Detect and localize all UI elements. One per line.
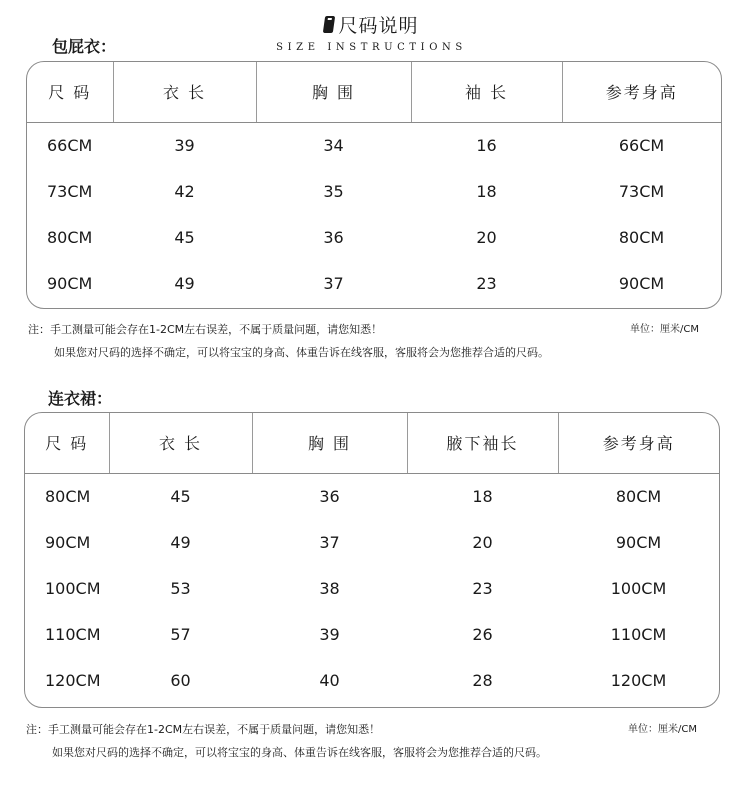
unit-label: 单位：厘米/CM — [628, 724, 697, 735]
column-header: 衣 长 — [113, 62, 256, 122]
table-row — [25, 519, 719, 565]
table-cell: 38 — [319, 578, 340, 598]
table-row — [25, 565, 719, 611]
table-cell: 20 — [476, 227, 497, 247]
size-table-dress — [24, 412, 720, 708]
table-cell: 26 — [472, 624, 493, 644]
table-cell: 120CM — [610, 670, 667, 690]
table-cell: 66CM — [618, 135, 665, 155]
column-header: 腋下袖长 — [407, 413, 558, 473]
table-cell: 23 — [476, 273, 497, 293]
page-title: 尺码说明 — [338, 14, 419, 37]
size-tip: 如果您对尺码的选择不确定，可以将宝宝的身高、体重告诉在线客服，客服将会为您推荐合适的尺码。 — [52, 746, 547, 759]
table-cell: 120CM — [45, 670, 101, 690]
table-header-row — [25, 413, 719, 473]
table-cell: 80CM — [45, 486, 91, 506]
table-cell: 20 — [472, 532, 493, 552]
section-title-bodysuit: 包屁衣： — [52, 37, 117, 56]
table-cell: 16 — [476, 135, 497, 155]
table-cell: 90CM — [618, 273, 665, 293]
column-header: 胸 围 — [256, 62, 411, 122]
section-title-dress: 连衣裙： — [48, 389, 113, 408]
table-row — [25, 657, 719, 703]
unit-label: 单位：厘米/CM — [630, 324, 699, 335]
table-cell: 110CM — [610, 624, 667, 644]
column-header: 尺 码 — [25, 413, 109, 473]
measurement-note: 注：手工测量可能会存在1-2CM左右误差，不属于质量问题，请您知悉！ — [26, 723, 381, 736]
table-cell: 57 — [170, 624, 191, 644]
column-header: 胸 围 — [252, 413, 407, 473]
table-cell: 80CM — [47, 227, 93, 247]
table-cell: 45 — [174, 227, 195, 247]
table-cell: 18 — [476, 181, 497, 201]
table-cell: 60 — [170, 670, 191, 690]
table-cell: 49 — [174, 273, 195, 293]
table-cell: 100CM — [45, 578, 101, 598]
column-header: 尺 码 — [27, 62, 113, 122]
table-cell: 36 — [323, 227, 344, 247]
table-cell: 34 — [323, 135, 344, 155]
table-cell: 37 — [319, 532, 340, 552]
table-cell: 35 — [323, 181, 344, 201]
table-cell: 18 — [472, 486, 493, 506]
table-cell: 90CM — [47, 273, 93, 293]
table-row — [25, 473, 719, 519]
column-header: 袖 长 — [411, 62, 562, 122]
column-header: 参考身高 — [562, 62, 721, 122]
table-cell: 45 — [170, 486, 191, 506]
table-cell: 90CM — [615, 532, 662, 552]
column-header: 衣 长 — [109, 413, 252, 473]
table-cell: 110CM — [45, 624, 101, 644]
table-cell: 36 — [319, 486, 340, 506]
table-cell: 28 — [472, 670, 493, 690]
table-cell: 53 — [170, 578, 191, 598]
table-cell: 73CM — [47, 181, 93, 201]
table-cell: 80CM — [615, 486, 662, 506]
table-cell: 90CM — [45, 532, 91, 552]
table-cell: 73CM — [618, 181, 665, 201]
table-row — [27, 122, 721, 168]
table-row — [27, 214, 721, 260]
size-tip: 如果您对尺码的选择不确定，可以将宝宝的身高、体重告诉在线客服，客服将会为您推荐合适的尺码。 — [54, 346, 549, 359]
table-cell: 39 — [319, 624, 340, 644]
table-cell: 49 — [170, 532, 191, 552]
table-row — [25, 611, 719, 657]
table-header-row — [27, 62, 721, 122]
table-cell: 66CM — [47, 135, 93, 155]
measurement-note: 注：手工测量可能会存在1-2CM左右误差，不属于质量问题，请您知悉！ — [28, 323, 383, 336]
table-cell: 40 — [319, 670, 340, 690]
table-cell: 80CM — [618, 227, 665, 247]
table-cell: 39 — [174, 135, 195, 155]
table-cell: 100CM — [610, 578, 667, 598]
page-subtitle: SIZE INSTRUCTIONS — [276, 42, 467, 53]
table-cell: 23 — [472, 578, 493, 598]
size-table-bodysuit — [26, 61, 722, 309]
table-row — [27, 168, 721, 214]
table-row — [27, 260, 721, 306]
column-header: 参考身高 — [558, 413, 719, 473]
table-cell: 37 — [323, 273, 344, 293]
table-cell: 42 — [174, 181, 195, 201]
phone-icon — [323, 16, 335, 33]
